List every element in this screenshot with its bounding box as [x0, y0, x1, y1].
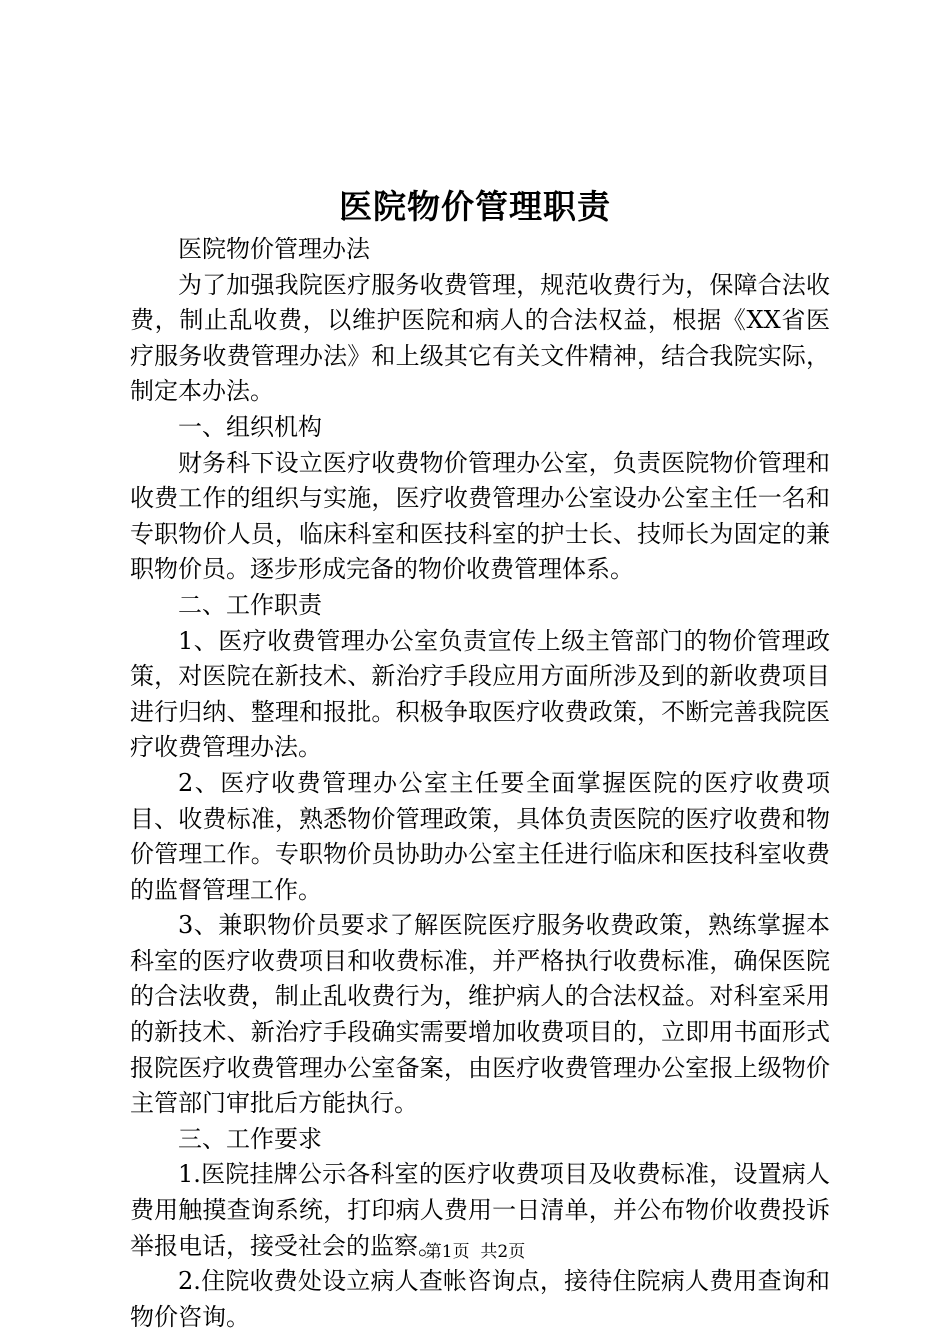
organization-paragraph: 财务科下设立医疗收费物价管理办公室，负责医院物价管理和收费工作的组织与实施，医疗收费管理办公室设办公室主任一名和专职物价人员，临床科室和医技科室的护士长、技师长为固定的兼职物价员。逐步形成完备的物价收费管理体系。 [130, 448, 830, 584]
requirement-item-1: 1.医院挂牌公示各科室的医疗收费项目及收费标准，设置病人费用触摸查询系统，打印病人费用一日清单，并公布物价收费投诉举报电话，接受社会的监察。 [130, 1160, 830, 1260]
document-title: 医院物价管理职责 [339, 187, 611, 226]
document-body [130, 232, 830, 1335]
page-number-footer: 第1页 共2页 [424, 1242, 526, 1262]
section-heading-duties: 二、工作职责 [178, 590, 322, 619]
section-heading-requirements: 三、工作要求 [178, 1124, 322, 1153]
section-heading-organization: 一、组织机构 [178, 412, 322, 441]
intro-paragraph: 为了加强我院医疗服务收费管理，规范收费行为，保障合法收费，制止乱收费，以维护医院和病人的合法权益，根据《XX省医疗服务收费管理办法》和上级其它有关文件精神，结合我院实际，制定本办法。 [130, 270, 830, 406]
duty-item-1: 1、医疗收费管理办公室负责宣传上级主管部门的物价管理政策，对医院在新技术、新治疗手段应用方面所涉及到的新收费项目进行归纳、整理和报批。积极争取医疗收费政策，不断完善我院医疗收费管理办法。 [130, 626, 830, 762]
subtitle-paragraph: 医院物价管理办法 [178, 235, 370, 263]
requirement-item-2: 2.住院收费处设立病人查帐咨询点，接待住院病人费用查询和物价咨询。 [130, 1267, 830, 1331]
duty-item-2: 2、医疗收费管理办公室主任要全面掌握医院的医疗收费项目、收费标准，熟悉物价管理政策，具体负责医院的医疗收费和物价管理工作。专职物价员协助办公室主任进行临床和医技科室收费的监督管理工作。 [130, 768, 830, 904]
duty-item-3: 3、兼职物价员要求了解医院医疗服务收费政策，熟练掌握本科室的医疗收费项目和收费标准，并严格执行收费标准，确保医院的合法收费，制止乱收费行为，维护病人的合法权益。对科室采用的新技术、新治疗手段确实需要增加收费项目的，立即用书面形式报院医疗收费管理办公室备案，由医疗收费管理办公室报上级物价主管部门审批后方能执行。 [130, 911, 830, 1118]
